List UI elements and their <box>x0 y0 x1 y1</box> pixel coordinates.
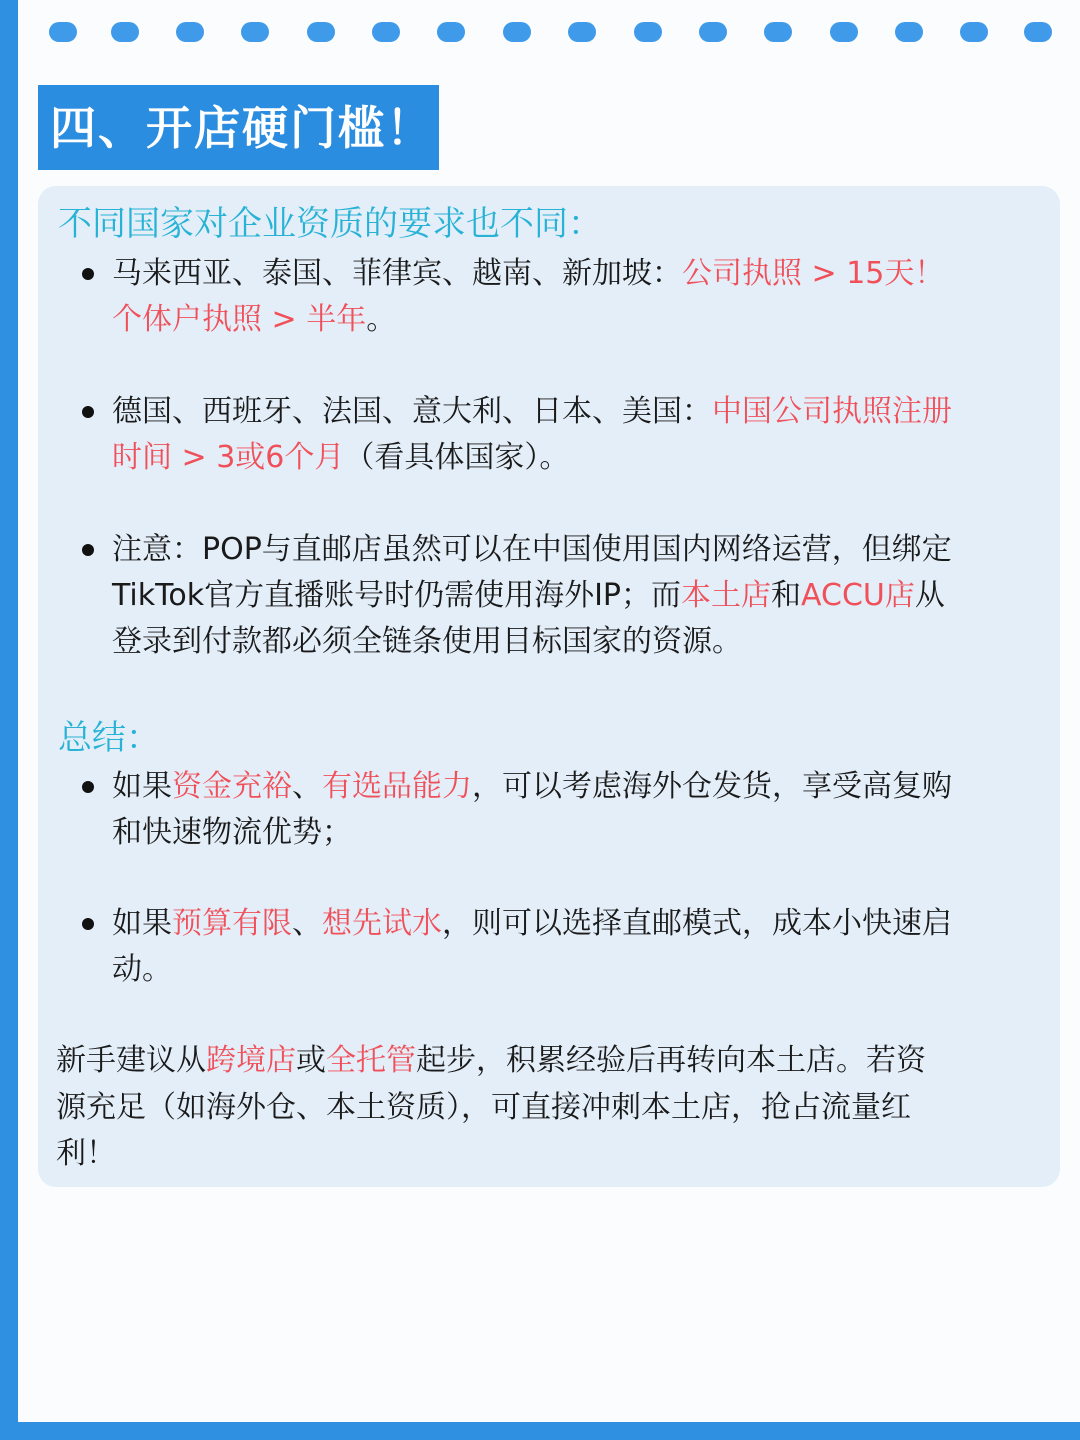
binding-dot <box>699 22 727 42</box>
binding-dot <box>437 22 465 42</box>
text-segment: 。 <box>366 302 397 337</box>
bullet-note-line1: 注意：POP与直邮店虽然可以在中国使用国内网络运营，但绑定 <box>112 532 952 567</box>
text-segment: （看具体国家）。 <box>344 440 570 475</box>
bullet-note-line2 <box>112 576 945 616</box>
binding-dot <box>568 22 596 42</box>
highlight-text: 中国公司执照注册 <box>712 394 952 429</box>
text-segment: ，则可以选择直邮模式，成本小快速启 <box>442 906 952 941</box>
bullet-sea-line1 <box>112 254 944 294</box>
binding-dot <box>895 22 923 42</box>
binding-dot <box>503 22 531 42</box>
highlight-text: 资金充裕 <box>172 769 292 804</box>
binding-dot <box>764 22 792 42</box>
content-panel <box>38 186 1060 1187</box>
summary-rich-line1 <box>112 767 952 807</box>
bullet-sea-line2 <box>112 300 396 340</box>
binding-dot <box>372 22 400 42</box>
bullet-dot <box>82 781 94 793</box>
summary-rich-line2: 和快速物流优势； <box>112 815 352 850</box>
text-segment: 德国、西班牙、法国、意大利、日本、美国： <box>112 394 712 429</box>
binding-dot <box>49 22 77 42</box>
text-segment: 、 <box>292 906 322 941</box>
highlight-text: 时间 > 3或6个月 <box>112 440 345 475</box>
binding-dot <box>176 22 204 42</box>
highlight-text: 全托管 <box>326 1043 416 1078</box>
page-title: 四、开店硬门槛！ <box>50 101 434 155</box>
text-segment: 如果 <box>112 769 172 804</box>
highlight-text: 公司执照 > 15天！ <box>682 256 945 291</box>
heading-banner <box>38 85 439 170</box>
highlight-text: 个体户执照 > 半年 <box>112 302 367 337</box>
binding-dot <box>830 22 858 42</box>
binding-dot <box>111 22 139 42</box>
text-segment: 新手建议从 <box>56 1043 206 1078</box>
highlight-text: 跨境店 <box>206 1043 296 1078</box>
binding-dot <box>241 22 269 42</box>
summary-budget-line1 <box>112 904 952 944</box>
text-segment: 起步，积累经验后再转向本土店。若资 <box>416 1043 926 1078</box>
highlight-text: 本土店 <box>681 578 772 613</box>
advice-line1 <box>56 1041 926 1081</box>
bullet-dot <box>82 544 94 556</box>
notebook-binding-dots <box>18 0 1080 60</box>
bullet-note-line3: 登录到付款都必须全链条使用目标国家的资源。 <box>112 624 742 659</box>
binding-dot <box>634 22 662 42</box>
bullet-dot <box>82 268 94 280</box>
binding-dot <box>1024 22 1052 42</box>
section-title-requirements: 不同国家对企业资质的要求也不同： <box>58 204 602 244</box>
text-segment: TikTok官方直播账号时仍需使用海外IP；而 <box>112 578 682 613</box>
text-segment: 从 <box>914 578 945 613</box>
advice-line3: 利！ <box>56 1136 116 1171</box>
highlight-text: 想先试水 <box>322 906 442 941</box>
highlight-text: ACCU店 <box>801 578 915 613</box>
advice-line2: 源充足（如海外仓、本土资质），可直接冲刺本土店，抢占流量红 <box>56 1090 911 1125</box>
section-title-summary: 总结： <box>58 718 160 758</box>
text-segment: 马来西亚、泰国、菲律宾、越南、新加坡： <box>112 256 682 291</box>
binding-dot <box>960 22 988 42</box>
text-segment: 或 <box>296 1043 326 1078</box>
bullet-eu-line1 <box>112 392 952 432</box>
page-edge <box>0 1422 1080 1440</box>
summary-budget-line2: 动。 <box>112 952 172 987</box>
bullet-dot <box>82 918 94 930</box>
highlight-text: 有选品能力 <box>322 769 472 804</box>
binding-dot <box>307 22 335 42</box>
text-segment: 和 <box>771 578 802 613</box>
page <box>18 0 1080 1422</box>
text-segment: ，可以考虑海外仓发货，享受高复购 <box>472 769 952 804</box>
text-segment: 、 <box>292 769 322 804</box>
text-segment: 如果 <box>112 906 172 941</box>
highlight-text: 预算有限 <box>172 906 292 941</box>
bullet-dot <box>82 406 94 418</box>
bullet-eu-line2 <box>112 438 569 478</box>
